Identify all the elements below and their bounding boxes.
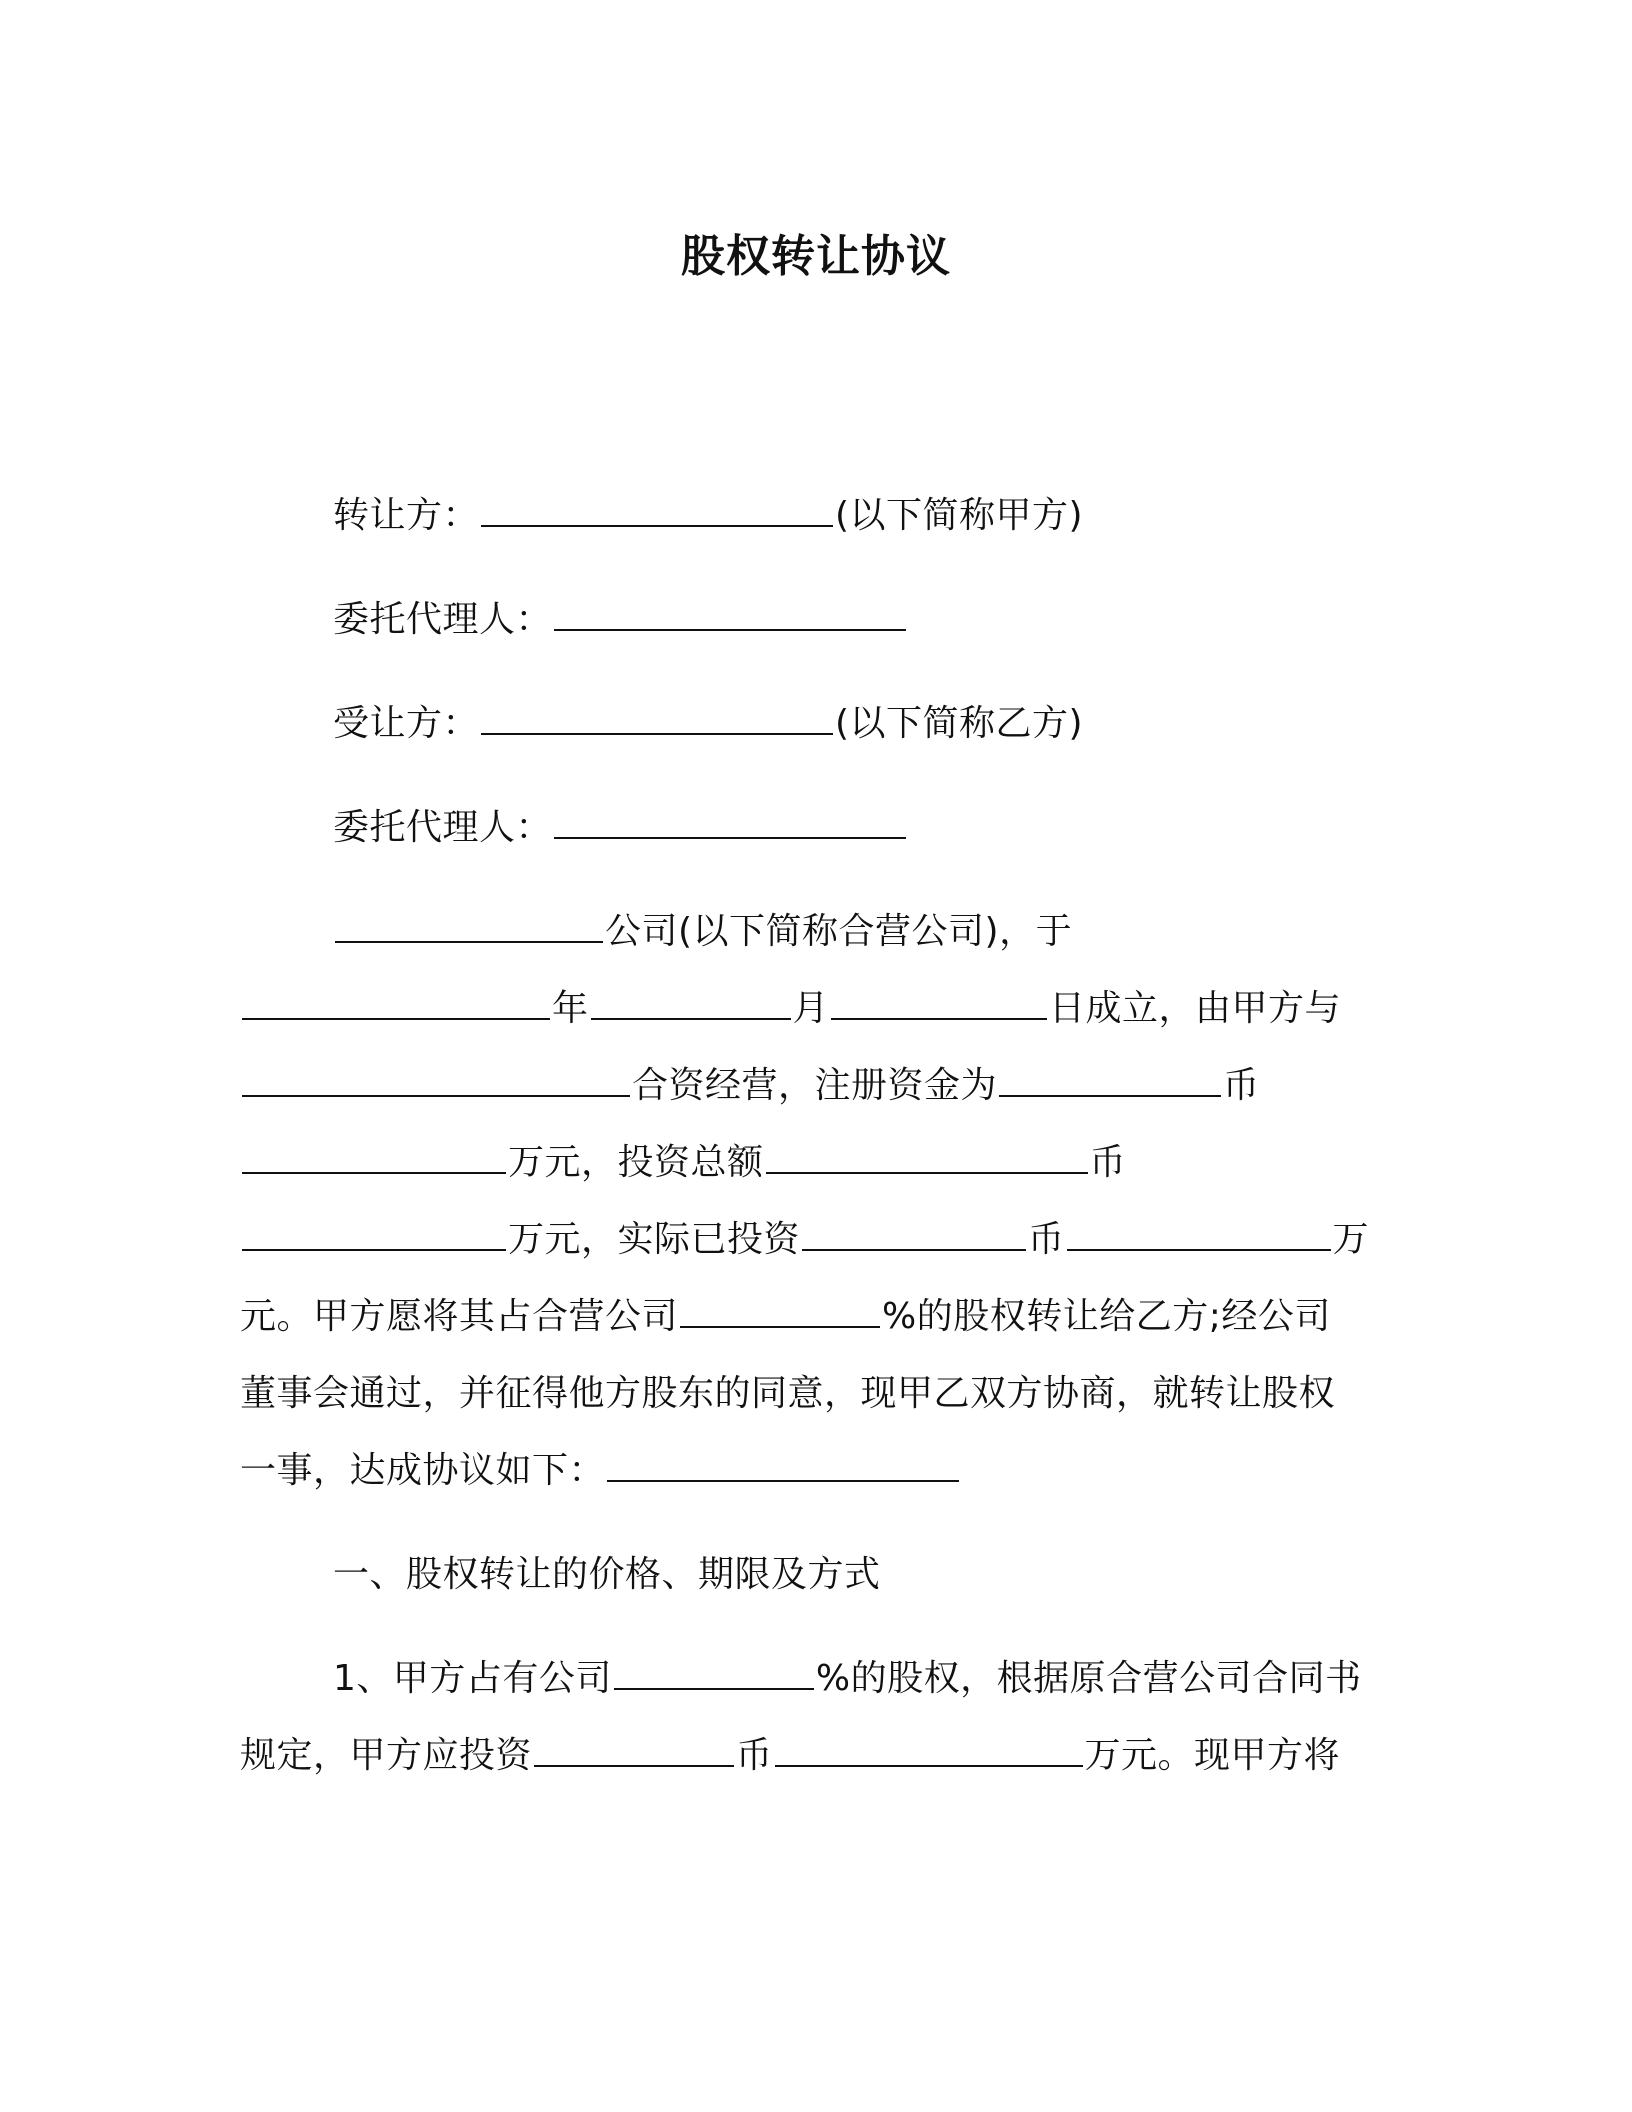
paragraph-text: 一事，达成协议如下： [240,1450,606,1491]
paragraph-text: 万元，投资总额 [508,1142,764,1183]
paragraph-line-1 [333,910,1072,954]
actual-investment-currency-blank[interactable] [802,1219,1026,1251]
paragraph-text: 万 [1332,1219,1370,1260]
paragraph-text: 万元，实际已投资 [508,1219,801,1260]
document-title: 股权转让协议 [681,231,951,282]
paragraph-line-3 [240,1064,1260,1108]
paragraph-line-6 [240,1295,1331,1339]
paragraph-text: 万元。现甲方将 [1084,1735,1341,1776]
year-label: 年 [552,988,589,1029]
paragraph-text: 公司(以下简称合营公司)，于 [605,911,1073,952]
partner-blank[interactable] [242,1065,630,1097]
agent1-line [333,598,908,642]
transferee-suffix: (以下简称乙方) [835,703,1084,744]
currency-label: 币 [1223,1065,1260,1106]
section-heading-1: 一、股权转让的价格、期限及方式 [333,1554,881,1595]
paragraph-line-8 [240,1449,961,1493]
share-percent-blank[interactable] [680,1296,880,1328]
paragraph-line-7: 董事会通过，并征得他方股东的同意，现甲乙双方协商，就转让股权 [240,1373,1336,1414]
transferee-blank[interactable] [481,703,833,735]
transferor-line [333,494,1083,538]
item-1-line-2 [240,1734,1340,1778]
item-1-line-1 [333,1657,1362,1701]
paragraph-text: %的股权转让给乙方;经公司 [882,1296,1331,1337]
actual-investment-amount-blank[interactable] [1067,1219,1331,1251]
paragraph-text: 合资经营，注册资金为 [632,1065,998,1106]
paragraph-text: %的股权，根据原合营公司合同书 [815,1658,1362,1699]
transferee-label: 受让方： [333,703,480,744]
paragraph-text: 元。甲方愿将其占合营公司 [240,1296,679,1337]
agent2-line [333,806,908,850]
paragraph-line-2 [240,987,1341,1031]
currency-label: 币 [1028,1219,1065,1260]
item1-amount-blank[interactable] [775,1735,1083,1767]
company-name-blank[interactable] [335,911,603,943]
transferee-line [333,702,1083,746]
paragraph-line-4 [240,1141,1126,1185]
currency-label: 币 [1089,1142,1127,1183]
registered-capital-currency-blank[interactable] [999,1065,1221,1097]
day-blank[interactable] [831,988,1047,1020]
item1-currency-blank[interactable] [534,1735,734,1767]
item1-percent-blank[interactable] [614,1658,814,1690]
paragraph-text: 1、甲方占有公司 [333,1658,612,1699]
agreement-blank[interactable] [607,1450,959,1482]
month-label: 月 [792,988,830,1029]
agent1-blank[interactable] [554,599,906,631]
total-investment-currency-blank[interactable] [766,1142,1088,1174]
transferor-label: 转让方： [333,495,480,536]
total-investment-amount-blank[interactable] [242,1219,506,1251]
agent1-label: 委托代理人： [333,599,553,640]
paragraph-text: 规定，甲方应投资 [240,1735,533,1776]
registered-capital-amount-blank[interactable] [242,1142,506,1174]
currency-label: 币 [736,1735,773,1776]
agent2-blank[interactable] [554,807,906,839]
transferor-suffix: (以下简称甲方) [835,495,1084,536]
transferor-blank[interactable] [481,495,833,527]
paragraph-text: 日成立，由甲方与 [1049,988,1342,1029]
month-blank[interactable] [591,988,791,1020]
year-blank[interactable] [242,988,550,1020]
agent2-label: 委托代理人： [333,807,553,848]
paragraph-line-5 [240,1218,1369,1262]
